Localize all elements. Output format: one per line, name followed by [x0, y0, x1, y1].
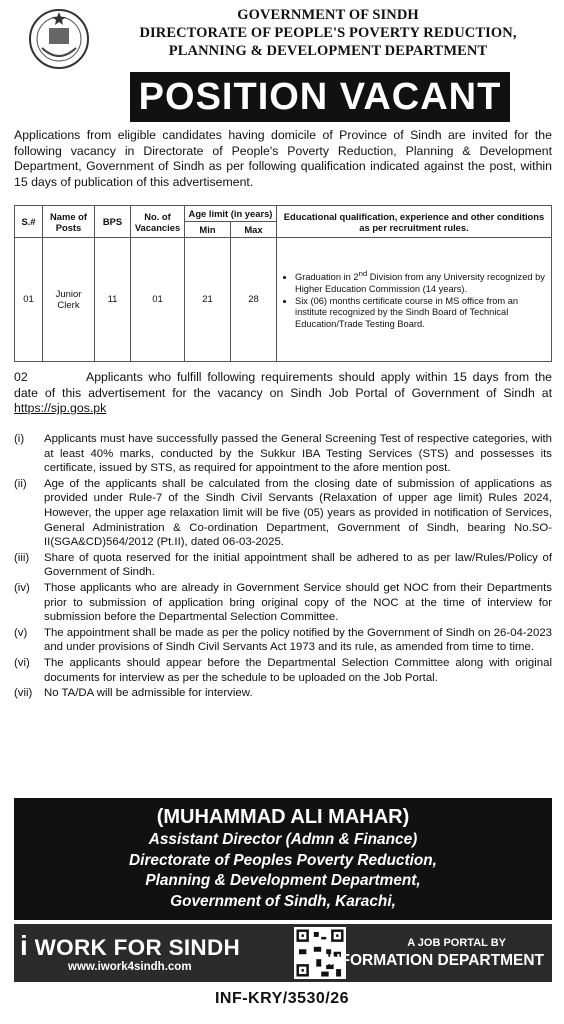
col-bps: BPS: [95, 206, 131, 238]
signatory-name: (MUHAMMAD ALI MAHAR): [156, 806, 410, 828]
requirement-number: (vi): [14, 656, 30, 669]
col-qualification: Educational qualification, experience and other conditions as per recruitment rules.: [277, 206, 552, 238]
header: [0, 0, 564, 78]
requirement-item: [14, 477, 552, 550]
cell-bps: 11: [95, 238, 131, 362]
col-vacancies: No. of Vacancies: [131, 206, 185, 238]
table-header-row: [15, 206, 552, 222]
brand-i: i: [20, 930, 29, 961]
requirement-text: Age of the applicants shall be calculated from the closing date of submission of applications as provided under Rule-7 of the Sindh Civil Servants (Relaxation of upper age limit) Rules 2024, However, the upper age relaxation limit will be five (05) years as provided in notification of Services, General Administration & Co-ordination Department, Government of Sindh, bearing No.SO-II(SGA&CD)564/2012 (Pt.II), dated 06-03-2025.: [44, 477, 552, 549]
requirement-number: (ii): [14, 477, 27, 490]
government-seal-icon: [28, 8, 90, 70]
requirement-item: [14, 656, 552, 685]
requirement-item: [14, 432, 552, 476]
requirement-text: Those applicants who are already in Government Service should get NOC from their Departments prior to submission of application bring original copy of the NOC at the time of interview for submission before the Departmental Selection Committee.: [44, 581, 552, 624]
qual-text: Graduation in 2: [295, 272, 359, 283]
requirement-number: (vii): [14, 687, 33, 700]
information-department-label: INFORMATION DEPARTMENT: [325, 952, 544, 969]
job-portal-link[interactable]: https://sjp.gos.pk: [14, 401, 107, 415]
requirement-text: No TA/DA will be admissible for interview.: [44, 687, 253, 700]
requirement-item: [14, 581, 552, 625]
requirement-item: [14, 686, 552, 701]
signatory-department: Planning & Development Department,: [145, 872, 421, 889]
requirement-number: (v): [14, 626, 28, 639]
qual-text: Division from any University recognized by Higher Education Commission (14 years).: [295, 272, 545, 294]
col-sno: S.#: [15, 206, 43, 238]
qualification-item: • Six (06) months certificate course in MS office from an institute recognized by the Sindh Board of Technical Education/Trade Testing Board.: [295, 296, 545, 331]
paragraph-number: 02: [14, 370, 28, 384]
signatory-office: Directorate of Peoples Poverty Reduction,: [129, 851, 437, 869]
cell-sno: 01: [15, 238, 43, 362]
requirement-text: Share of quota reserved for the initial appointment shall be adhered to as per law/Rules/Policy of Government of Sindh.: [44, 551, 552, 579]
brand-text: WORK FOR SINDH: [28, 935, 241, 960]
org-line-1: GOVERNMENT OF SINDH: [237, 7, 419, 23]
cell-max: 28: [231, 238, 277, 362]
position-vacant-banner: POSITION VACANT: [130, 72, 510, 122]
portal-by-label: A JOB PORTAL BY: [407, 937, 506, 949]
table-row: [15, 238, 552, 362]
signature-block: [14, 798, 552, 920]
intro-paragraph: Applications from eligible candidates having domicile of Province of Sindh are invited for the following vacancy in Directorate of People's Poverty Reduction, Planning & Development Department, Government of Sindh as per following qualification indicated against the post, within 15 days of publication of this advertisement.: [14, 128, 552, 189]
org-line-2: DIRECTORATE OF PEOPLE'S POVERTY REDUCTION,: [139, 25, 517, 41]
col-min: Min: [185, 222, 231, 238]
cell-vacancies: 01: [131, 238, 185, 362]
iwork-brand: [20, 930, 240, 962]
vacancy-table: [14, 205, 552, 362]
requirements-list: [14, 432, 552, 702]
requirement-number: (iii): [14, 551, 30, 564]
requirement-number: (i): [14, 433, 25, 445]
requirement-number: (iv): [14, 581, 30, 594]
requirement-text: The applicants should appear before the Departmental Selection Committee along with original documents for interview as per the schedule to be uploaded on the Job Portal.: [44, 656, 552, 684]
qual-sup: nd: [358, 268, 368, 278]
col-age: Age limit (in years): [185, 206, 277, 222]
qualification-item: [295, 268, 545, 296]
apply-paragraph: [14, 370, 552, 417]
footer-banner: [14, 924, 552, 982]
organization-name: [108, 6, 548, 60]
col-max: Max: [231, 222, 277, 238]
reference-number: INF-KRY/3530/26: [214, 990, 350, 1007]
signatory-designation: Assistant Director (Admn & Finance): [148, 831, 418, 848]
website-link[interactable]: www.iwork4sindh.com: [68, 961, 192, 973]
requirement-text: Applicants must have successfully passed the General Screening Test of respective categories, with at least 40% marks, conducted by the Sukkur IBA Testing Services (STS) and possesses its certificate, issued by STS, as required for appointment to the afore mention post.: [44, 433, 552, 475]
org-line-3: PLANNING & DEVELOPMENT DEPARTMENT: [168, 43, 488, 59]
apply-text: Applicants who fulfill following requirements should apply within 15 days from the date of this advertisement for the vacancy on Sindh Job Portal of Government of Sindh at: [14, 370, 552, 400]
cell-qualification: [277, 238, 552, 362]
requirement-text: The appointment shall be made as per the policy notified by the Government of Sindh on 26-04-2023 and under provisions of Sindh Civil Servants Act 1973 and its rule, as amended from time to time.: [44, 626, 552, 654]
cell-min: 21: [185, 238, 231, 362]
signatory-government: Government of Sindh, Karachi,: [170, 892, 396, 910]
col-name: Name of Posts: [43, 206, 95, 238]
requirement-item: [14, 626, 552, 655]
cell-name: Junior Clerk: [43, 238, 95, 362]
requirement-item: [14, 551, 552, 580]
